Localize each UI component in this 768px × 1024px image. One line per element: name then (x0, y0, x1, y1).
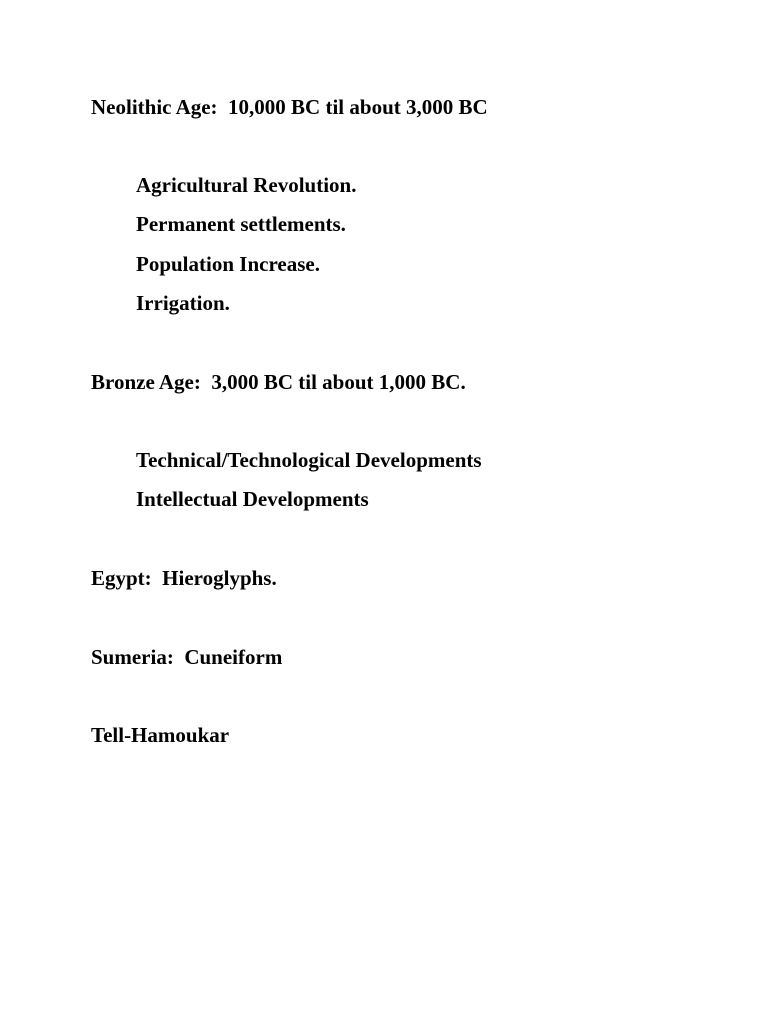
neolithic-item-agricultural-revolution: Agricultural Revolution. (136, 173, 357, 197)
tell-hamoukar-line: Tell-Hamoukar (91, 723, 230, 747)
neolithic-item-irrigation: Irrigation. (136, 291, 230, 315)
bronze-item-intellectual: Intellectual Developments (136, 487, 369, 511)
neolithic-item-permanent-settlements: Permanent settlements. (136, 212, 346, 236)
neolithic-heading: Neolithic Age: 10,000 BC til about 3,000 BC (91, 95, 488, 119)
bronze-heading: Bronze Age: 3,000 BC til about 1,000 BC. (91, 370, 466, 394)
sumeria-line: Sumeria: Cuneiform (91, 645, 283, 669)
egypt-line: Egypt: Hieroglyphs. (91, 566, 277, 590)
bronze-item-technical: Technical/Technological Developments (136, 448, 482, 472)
neolithic-item-population-increase: Population Increase. (136, 252, 320, 276)
